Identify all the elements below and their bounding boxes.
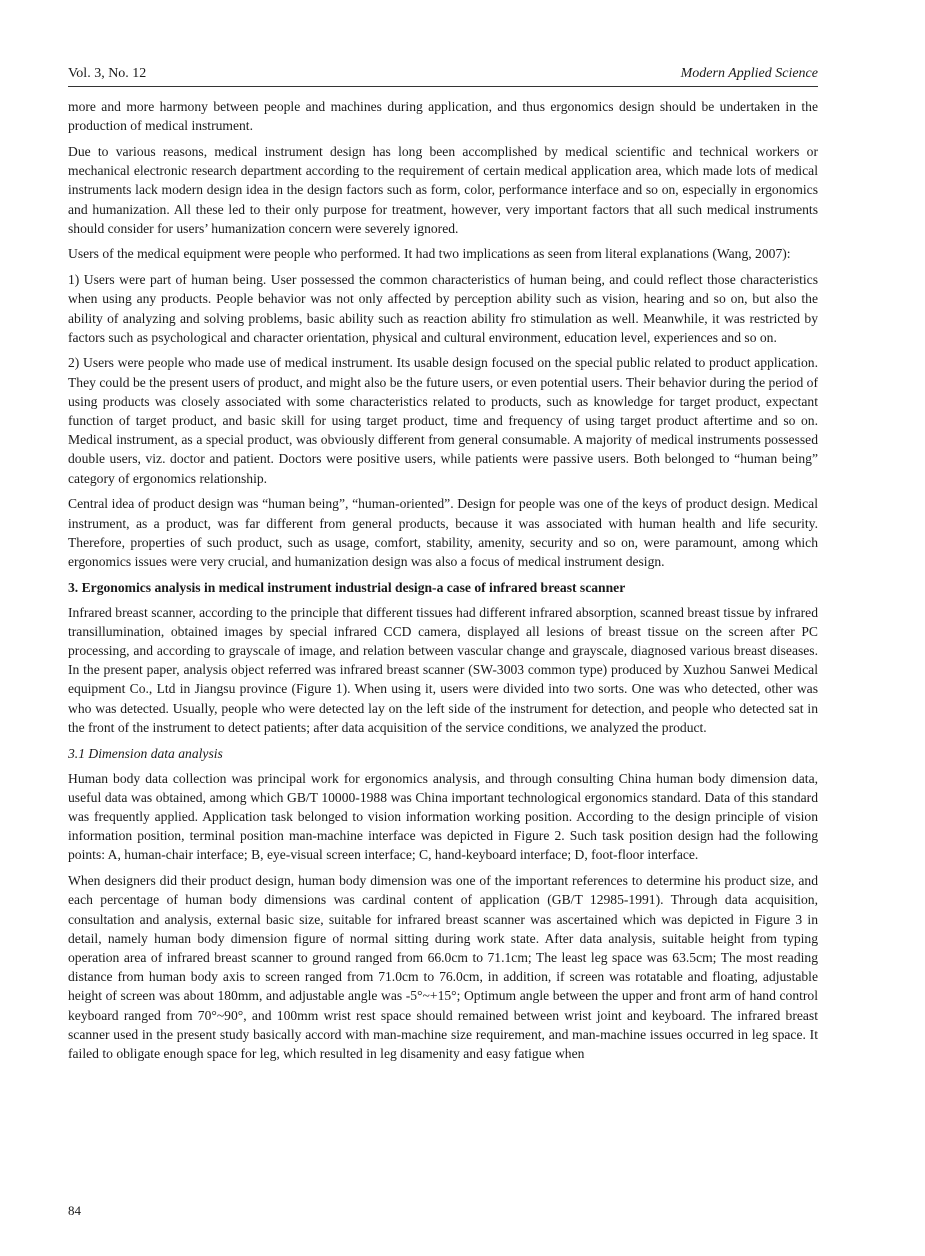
header-rule [68, 86, 818, 87]
paragraph: When designers did their product design, human body dimension was one of the important references to determine his product size, and each percentage of human body dimensions was cardinal content of application (GB/T 12985-1991). Through data acquisition, consultation and analysis, external basic size, suitable for infrared breast scanner was ascertained which was depicted in Figure 3 in detail, namely human body dimension figure of normal sitting during work state. After data analysis, suitable height from typing operation area of infrared breast scanner to ground ranged from 66.0cm to 71.1cm; The least leg space was 63.5cm; The most reading distance from human body axis to screen ranged from 71.0cm to 76.0cm, in addition, if screen was rotatable and floating, adjustable height of screen was about 180mm, and adjustable angle was -5°~+15°; Optimum angle between the upper and front arm of hand control keyboard ranged from 70°~90°, and 100mm wrist rest space should remained between wrist joint and keyboard. The infrared breast scanner used in the present study basically accord with man-machine size requirement, and man-machine issues occurred in leg space. It failed to obligate enough space for leg, which resulted in leg disamenity and easy fatigue when [68, 873, 818, 1061]
running-header [68, 64, 818, 84]
page-number: 84 [68, 1203, 81, 1218]
paragraph: Human body data collection was principal work for ergonomics analysis, and through consulting China human body dimension data, useful data was obtained, among which GB/T 10000-1988 was China important technological ergonomics standard. Data of this standard was frequently applied. Application task belonged to vision information working position. According to the design principle of vision information position, terminal position man-machine interface was depicted in Figure 2. Such task position design had the following points: A, human-chair interface; B, eye-visual screen interface; C, hand-keyboard interface; D, foot-floor interface. [68, 770, 818, 863]
paragraph: Due to various reasons, medical instrument design has long been accomplished by medical scientific and technical workers or mechanical electronic research department according to the requirement of certain medical application area, which made lots of medical instruments lack modern design idea in the design factors such as form, color, performance interface and so on, especially in ergonomics and humanization. All these led to their only purpose for treatment, however, very important factors that all such medical instruments should consider for users’ humanization concern were severely ignored. [68, 143, 818, 236]
article-body [68, 97, 818, 1070]
paragraph: Central idea of product design was “human being”, “human-oriented”. Design for people was one of the keys of product design. Medical instrument, as a product, was far different from general products, because it was associated with human health and life security. Therefore, properties of such product, such as usage, comfort, stability, amenity, security and so on, were paramount, among which ergonomics issues were very crucial, and humanization design was also a focus of medical instrument design. [68, 496, 818, 569]
paragraph: Users of the medical equipment were people who performed. It had two implications as seen from literal explanations (Wang, 2007): [68, 246, 791, 262]
paragraph: more and more harmony between people and machines during application, and thus ergonomics design should be undertaken in the production of medical instrument. [68, 99, 818, 134]
paragraph: 2) Users were people who made use of medical instrument. Its usable design focused on the special public related to product application. They could be the present users of product, and might also be the future users, or even potential users. Their behavior during the period of using products was closely associated with some characteristics related to products, such as knowledge for target product, expectant function of target product, and basic skill for using target product, time and frequency of using target product aftertime and so on. Medical instrument, as a special product, was obviously different from general consumable. A majority of medical instruments possessed double users, viz. doctor and patient. Doctors were positive users, while patients were passive users. Both belonged to “human being” category of ergonomics relationship. [68, 355, 818, 486]
paragraph: Infrared breast scanner, according to the principle that different tissues had different infrared absorption, scanned breast tissue by infrared transillumination, obtained images by special infrared CCD camera, displayed all lesions of breast tissue on the screen after PC processing, and according to grayscale of image, and relation between vascular change and grayscale, diagnosed various breast diseases. In the present paper, analysis object referred was infrared breast scanner (SW-3003 common type) produced by Xuzhou Sanwei Medical equipment Co., Ltd in Jiangsu province (Figure 1). When using it, users were divided into two sorts. One was who detected, other was who was detected. Usually, people who were detected lay on the left side of the instrument for detection, and people who detected sat in the front of the instrument to detect patients; after data acquisition of the service conditions, we analyzed the product. [68, 604, 818, 735]
subsection-heading: 3.1 Dimension data analysis [68, 745, 223, 761]
volume-issue: Vol. 3, No. 12 [68, 66, 147, 81]
section-heading: 3. Ergonomics analysis in medical instrument industrial design-a case of infrared breast scanner [68, 579, 626, 595]
paragraph: 1) Users were part of human being. User possessed the common characteristics of human being, and could reflect those characteristics when using any products. People behavior was not only affected by perception ability such as vision, hearing and so on, but also the ability of analyzing and solving problems, basic ability such as reaction ability fro stimulation as well. Meanwhile, it was restricted by factors such as psychological and character orientation, physical and cultural environment, education level, experiences and so on. [68, 272, 818, 345]
journal-title: Modern Applied Science [680, 66, 818, 81]
